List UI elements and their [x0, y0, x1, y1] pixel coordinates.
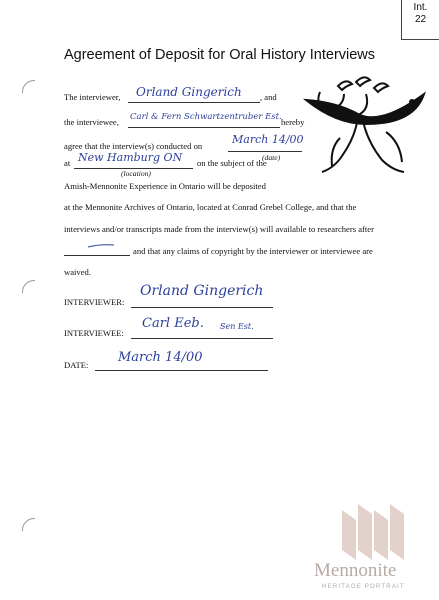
- interviewee-suffix: hereby: [281, 117, 305, 127]
- date-conducted-handwritten: March 14/00: [232, 133, 304, 146]
- interviewer-name-handwritten: Orland Gingerich: [136, 85, 242, 99]
- watermark-name: Mennonite: [314, 560, 397, 581]
- location-caption: (location): [121, 169, 151, 178]
- body-line-6: at the Mennonite Archives of Ontario, located at Conrad Grebel College, and that the: [64, 202, 357, 212]
- interviewee-prefix: the interviewee,: [64, 117, 119, 127]
- date-caption: (date): [262, 153, 281, 162]
- dove-eye: [409, 99, 415, 105]
- interviewee-signature-note: Sen Est.: [220, 322, 254, 331]
- punch-hole-middle: [22, 280, 35, 293]
- interview-number-tag: [401, 0, 439, 40]
- body-line-5: Amish-Mennonite Experience in Ontario will be deposited: [64, 181, 266, 191]
- interviewee-label: INTERVIEWEE:: [64, 328, 124, 338]
- interviewer-prefix: The interviewer,: [64, 92, 121, 102]
- punch-hole-top: [22, 80, 35, 93]
- dove-tree-logo: [300, 72, 428, 177]
- location-suffix: on the subject of the: [197, 158, 267, 168]
- date-signed-handwritten: March 14/00: [118, 350, 203, 365]
- body-line-7: interviews and/or transcripts made from the interview(s) will available to researchers after: [64, 224, 374, 234]
- interviewer-suffix: , and: [260, 92, 277, 102]
- body-line-9: waived.: [64, 267, 91, 277]
- watermark-subtitle: HERITAGE PORTRAIT: [322, 583, 405, 590]
- location-handwritten: New Hamburg ON: [78, 151, 183, 164]
- interviewee-signature: Carl Eeb.: [142, 316, 204, 331]
- date-label: DATE:: [64, 360, 89, 370]
- interviewer-label: INTERVIEWER:: [64, 297, 125, 307]
- tag-line-1: Int.: [413, 2, 428, 13]
- punch-hole-bottom: [22, 518, 35, 531]
- at-prefix: at: [64, 158, 71, 168]
- tag-line-2: 22: [414, 14, 427, 25]
- body-line-8: and that any claims of copyright by the interviewer or interviewee are: [133, 246, 373, 256]
- interviewer-signature: Orland Gingerich: [140, 283, 264, 299]
- interviewee-name-handwritten: Carl & Fern Schwartzentruber Est.: [130, 112, 282, 122]
- page-title: Agreement of Deposit for Oral History Interviews: [63, 47, 376, 63]
- pen-mark: [86, 243, 118, 249]
- conducted-prefix: agree that the interview(s) conducted on: [64, 141, 203, 151]
